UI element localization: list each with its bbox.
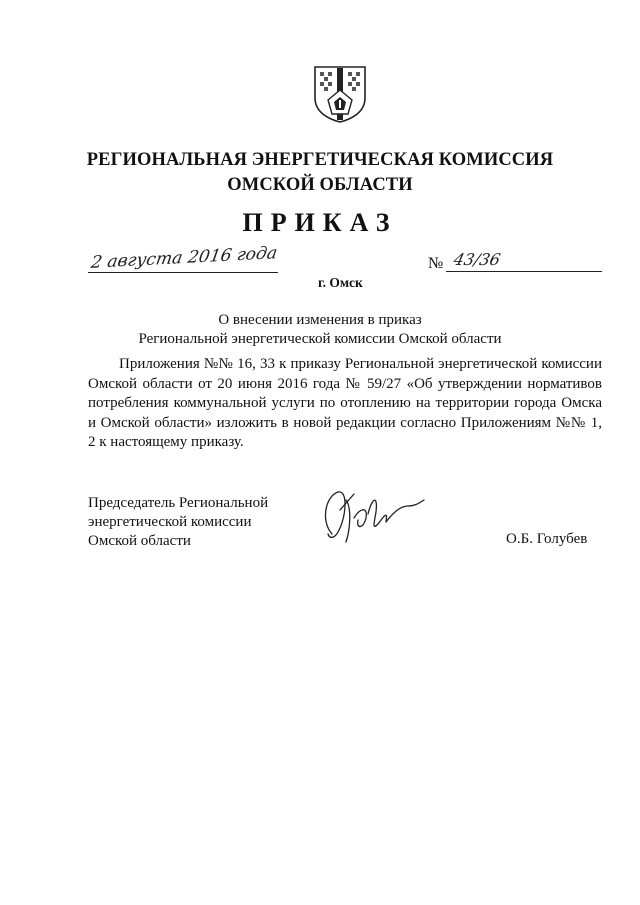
- subject-line-1: О внесении изменения в приказ: [218, 312, 422, 328]
- handwritten-date: 2 августа 2016 года: [89, 243, 279, 273]
- signer-position-line-2: энергетической комиссии: [88, 514, 252, 530]
- signer-position-line-1: Председатель Региональной: [88, 495, 269, 511]
- number-label: №: [428, 255, 444, 272]
- organization-name-line-2: ОМСКОЙ ОБЛАСТИ: [227, 175, 413, 195]
- date-field: [88, 243, 279, 273]
- signer-name: О.Б. Голубев: [506, 531, 588, 547]
- handwritten-signature-icon: [316, 484, 428, 548]
- signer-position: [88, 494, 308, 551]
- organization-name-line-1: РЕГИОНАЛЬНАЯ ЭНЕРГЕТИЧЕСКАЯ КОМИССИЯ: [86, 150, 554, 170]
- signer-position-line-3: Омской области: [88, 533, 191, 549]
- omsk-region-coat-of-arms-icon: [312, 64, 368, 124]
- document-type-title: ПРИКАЗ: [242, 208, 398, 237]
- city-label: г. Омск: [318, 275, 363, 290]
- handwritten-number: 43/36: [451, 250, 503, 269]
- body-paragraph: Приложения №№ 16, 33 к приказу Региональной энергетической комиссии Омской области от 20 июня 2016 года № 59/27 «Об утверждении нормативов потребления коммунальной услуги по отоплению на территории города Омска и Омской области» изложить в новой редакции согласно Приложениям №№ 1, 2 к настоящему приказу.: [88, 356, 602, 450]
- document-subject: [0, 311, 640, 349]
- subject-line-2: Региональной энергетической комиссии Омской области: [138, 331, 502, 347]
- number-field: [446, 252, 602, 272]
